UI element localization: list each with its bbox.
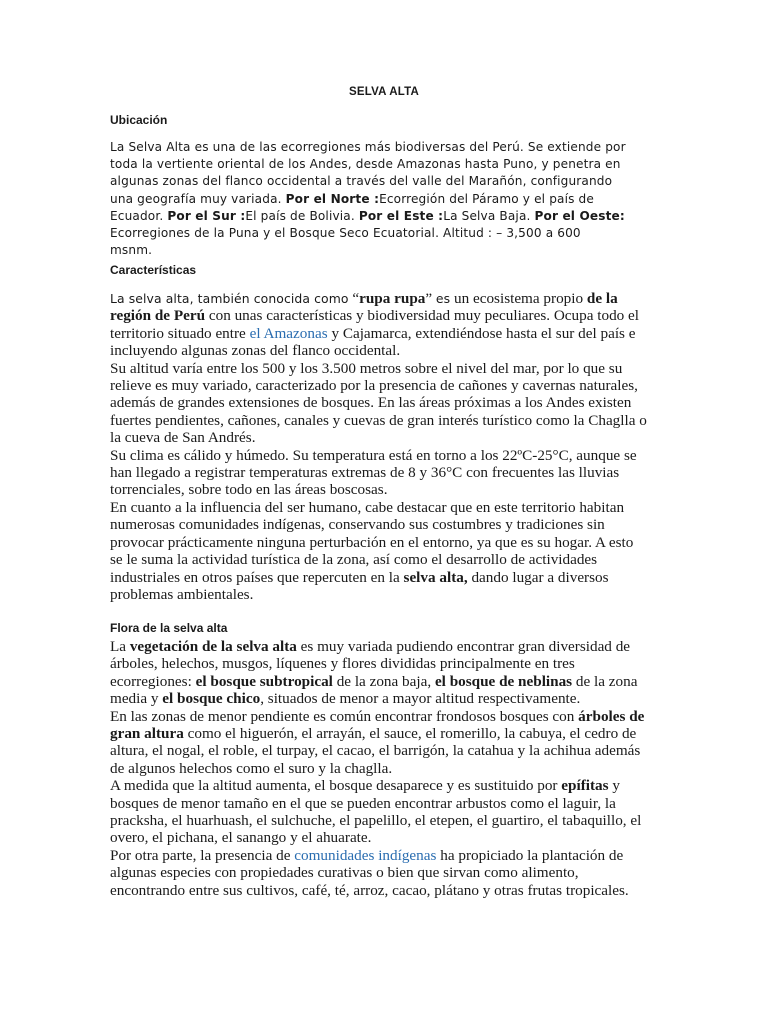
flora-paragraph-1 [110,638,660,708]
flora-paragraph-3 [110,777,660,847]
text-line [110,847,660,864]
text-line [110,342,660,359]
text-line: overo, el pichana, el sanango y el ahuarate. [110,829,372,847]
text-line: numerosas comunidades indígenas, conservando sus costumbres y tradiciones sin [110,516,605,534]
text-run: industriales en otros países que repercuten en la [110,568,404,586]
ubicacion-line [110,225,660,242]
text-run: y Cajamarca, extendiéndose hasta el sur del país e [327,324,636,342]
heading-ubicacion: Ubicación [110,113,168,127]
text-run: una geografía muy variada. [110,191,286,206]
text-run: es muy variada pudiendo encontrar gran diversidad de [296,638,631,655]
text-run: selva alta, [403,568,468,586]
text-run: En las zonas de menor pendiente es común encontrar frondosos bosques con [110,707,579,725]
text-run: dando lugar a diversos [467,568,609,586]
text-run: gran altura [110,725,184,743]
ubicacion-line [110,242,660,259]
text-run: El país de Bolivia. [245,208,359,223]
link-el-amazonas[interactable]: el Amazonas [249,324,328,342]
caracteristicas-paragraph-2 [110,360,660,447]
text-line [110,690,660,707]
text-run: “ [348,290,360,307]
text-run: algunas zonas del flanco occidental a través del valle del Marañón, configurando [110,174,613,189]
text-line [110,307,660,324]
caracteristicas-paragraph-3 [110,447,660,499]
caracteristicas-paragraph-1 [110,290,660,360]
text-line [110,638,660,655]
flora-paragraph-2 [110,708,660,778]
text-line: han llegado a registrar temperaturas extremas de 8 y 36°C con frecuentes las lluvias [110,464,620,482]
ubicacion-line [110,208,660,225]
text-run: Ecorregión del Páramo y el país de [379,191,594,206]
text-line [110,325,660,342]
text-line: de algunos helechos como el suro y la chaglla. [110,759,393,777]
link-comunidades-indigenas[interactable]: comunidades indígenas [294,846,437,864]
text-run: Por otra parte, la presencia de [110,846,295,864]
text-run: con unas características y biodiversidad muy peculiares. Ocupa todo el [205,307,640,325]
label-oeste: Por el Oeste: [534,208,625,223]
text-run: incluyendo algunas zonas del flanco occidental. [110,342,401,360]
text-run: Ecuador. [110,208,168,223]
text-run: La Selva Alta es una de las ecorregiones más biodiversas del Perú. Se extiende por [110,140,626,154]
caracteristicas-body [110,290,660,603]
text-line [110,725,660,742]
text-run: La [110,638,130,655]
term-rupa-rupa: rupa rupa [359,290,426,307]
text-run: el bosque subtropical [195,672,333,690]
text-line: En cuanto a la influencia del ser humano, cabe destacar que en este territorio habitan [110,498,625,516]
text-run: Ecorregiones de la Puna y el Bosque Seco Ecuatorial. Altitud : – 3,500 a 600 [110,226,581,241]
ubicacion-paragraph [110,139,660,259]
text-line: relieve es muy variado, caracterizado por la presencia de cañones y cavernas naturales, [110,377,638,395]
text-line [110,290,660,307]
label-este: Por el Este : [358,208,444,223]
text-run: ” [425,290,436,307]
text-line [110,777,660,794]
text-line: se le suma la actividad turística de la zona, así como el desarrollo de actividades [110,551,598,569]
ubicacion-line [110,156,660,173]
text-run: árboles de [578,707,645,725]
text-line: altura, el nogal, el roble, el turpay, el cacao, el barrigón, la catahua y la achihua además [110,742,641,760]
text-run: media y [110,690,163,708]
text-run: ha propiciado la plantación de [436,846,624,864]
ubicacion-line [110,139,660,156]
text-run: La Selva Baja. [443,208,535,223]
text-run: msnm. [110,243,153,258]
text-line: además de grandes extensiones de bosques. En las áreas próximas a los Andes existen [110,394,632,412]
flora-body [110,638,660,899]
text-run: A medida que la altitud aumenta, el bosque desaparece y es sustituido por [110,777,562,795]
text-line: árboles, helechos, musgos, líquenes y flores divididas principalmente en tres [110,655,575,673]
text-run: y [608,777,620,795]
text-run: un ecosistema propio [450,290,587,307]
caracteristicas-paragraph-4 [110,499,660,603]
text-run: de la zona [572,672,638,690]
text-line: problemas ambientales. [110,585,254,603]
text-run: ecorregiones: [110,672,196,690]
text-line: Su altitud varía entre los 500 y los 3.500 metros sobre el nivel del mar, por lo que su [110,359,623,377]
text-line: fuertes pendientes, cañones, canales y cuevas de gran interés turístico como la Chaglla o [110,411,647,429]
document-title: SELVA ALTA [349,86,419,98]
text-run: , situados de menor a mayor altitud respectivamente. [260,690,581,708]
heading-flora: Flora de la selva alta [110,621,228,635]
text-line: Su clima es cálido y húmedo. Su temperatura está en torno a los 22ºC-25°C, aunque se [110,446,637,464]
text-line: pracksha, el huarhuash, el sulchuche, el papelillo, el etepen, el guartiro, el tabaquillo, el [110,812,642,830]
text-run: región de Perú [110,307,206,325]
text-line: encontrando entre sus cultivos, café, té, arroz, cacao, plátano y otras frutas tropicales. [110,881,629,899]
text-line: bosques de menor tamaño en el que se pueden encontrar arbustos como el laguir, la [110,794,616,812]
text-run: territorio situado entre [110,324,250,342]
text-run: el bosque chico [162,690,261,708]
label-sur: Por el Sur : [167,208,246,223]
text-run: es [435,291,451,306]
text-run: toda la vertiente oriental de los Andes, desde Amazonas hasta Puno, y penetra en [110,157,621,172]
text-run: de la zona baja, [332,672,435,690]
text-run: de la [586,290,618,307]
label-norte: Por el Norte : [285,191,380,206]
flora-paragraph-4 [110,847,660,899]
text-line: la cueva de San Andrés. [110,429,256,447]
text-line: provocar prácticamente ninguna perturbación en el entorno, ya que es su hogar. A esto [110,533,634,551]
text-run: epífitas [561,777,609,795]
text-line [110,569,660,586]
text-run: el bosque de neblinas [434,672,573,690]
text-line [110,673,660,690]
text-line: torrenciales, sobre todo en las áreas boscosas. [110,481,388,499]
ubicacion-line [110,173,660,190]
text-run: vegetación de la selva alta [129,638,297,655]
text-line [110,708,660,725]
text-line: algunas especies con propiedades curativas o bien que sirvan como alimento, [110,864,579,882]
text-run: como el higuerón, el arrayán, el sauce, el romerillo, la cabuya, el cedro de [183,725,637,743]
heading-caracteristicas: Características [110,263,197,277]
text-run: La selva alta, también conocida como [110,291,349,306]
ubicacion-line [110,191,660,208]
